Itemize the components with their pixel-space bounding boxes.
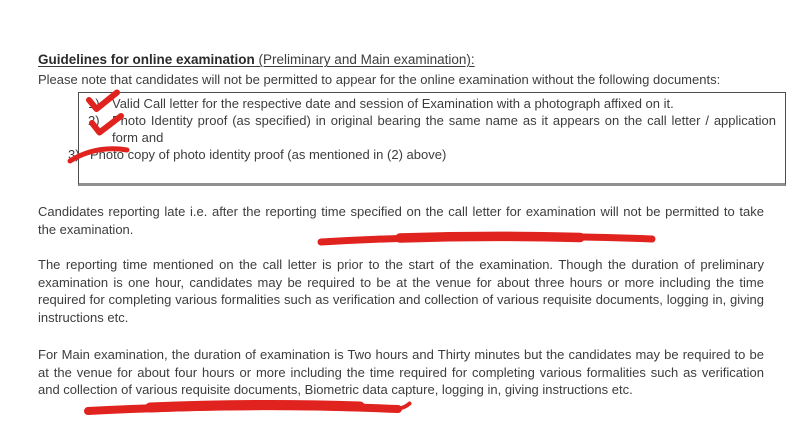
- page-title-bold: Guidelines for online examination: [38, 52, 255, 67]
- list-item-text: Valid Call letter for the respective date and session of Examination with a photograph affixed on it.: [112, 96, 674, 111]
- paragraph-preliminary-duration: The reporting time mentioned on the call letter is prior to the start of the examination. Though the duration of preliminary examination is one hour, candidates may be required to be at the venue for about three hours or more including the time required for completing various formalities such as verification and collection of various requisite documents, logging in, giving instructions etc.: [38, 257, 764, 325]
- page-title-rest: (Preliminary and Main examination):: [254, 52, 475, 67]
- list-item: [88, 95, 776, 112]
- intro-line: Please note that candidates will not be permitted to appear for the online examination without the following documents:: [38, 72, 721, 87]
- red-underline-stroke: [88, 406, 398, 411]
- red-underline-stroke: [396, 404, 410, 410]
- paragraph-reporting-late: Candidates reporting late i.e. after the reporting time specified on the call letter for examination will not be permitted to take the examination.: [38, 204, 764, 237]
- list-item-number: 2): [88, 113, 100, 128]
- red-underline-stroke: [150, 405, 360, 408]
- page-title: [38, 51, 475, 69]
- list-item: [88, 112, 776, 146]
- list-item-number: 1): [88, 96, 100, 111]
- list-item-number: 3): [68, 147, 80, 162]
- paragraph-main-duration: For Main examination, the duration of examination is Two hours and Thirty minutes but the candidates may be required to be at the venue for about four hours or more including the time required for completing various formalities such as verification and collection of various requisite documents, Biometric data capture, logging in, giving instructions etc.: [38, 347, 764, 397]
- list-item: [68, 146, 776, 163]
- list-item-text: Photo Identity proof (as specified) in original bearing the same name as it appears on the call letter / application form and: [112, 113, 776, 145]
- list-item-text: Photo copy of photo identity proof (as mentioned in (2) above): [90, 147, 447, 162]
- required-documents-box: [68, 92, 786, 186]
